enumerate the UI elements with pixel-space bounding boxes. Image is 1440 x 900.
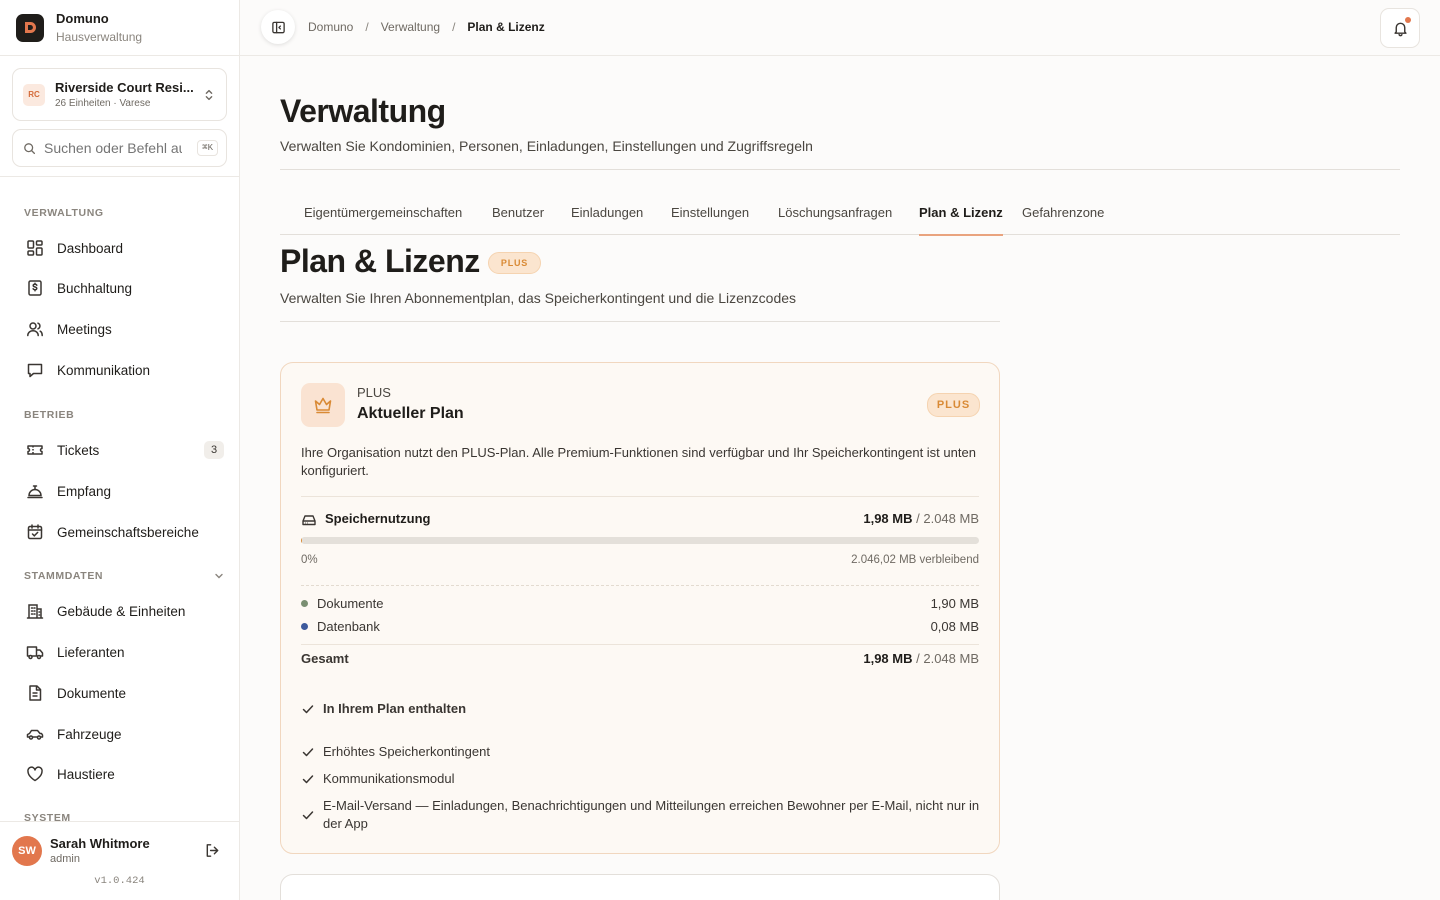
check-icon <box>301 702 315 716</box>
sidebar-item-label: Kommunikation <box>57 362 151 378</box>
brand-logo-icon <box>16 14 44 42</box>
plan-badge: PLUS <box>488 252 541 274</box>
sidebar-item-label: Buchhaltung <box>57 280 133 296</box>
chevron-up-down-icon <box>202 88 216 102</box>
sidebar-item-meetings[interactable] <box>12 312 228 346</box>
sidebar-item-dashboard[interactable] <box>12 231 228 265</box>
sidebar-item-tickets[interactable] <box>12 433 228 467</box>
sidebar-item-label: Fahrzeuge <box>57 726 122 742</box>
sidebar-item-label: Empfang <box>57 483 112 499</box>
storage-quota: / 2.048 MB <box>916 511 979 526</box>
shortcut-hint: ⌘K <box>197 140 218 156</box>
storage-total-row <box>301 651 979 666</box>
storage-percent: 0% <box>301 554 318 566</box>
sidebar-item-buildings[interactable] <box>12 594 228 628</box>
tab-users[interactable]: Benutzer <box>492 205 545 220</box>
sidebar-item-label: Haustiere <box>57 766 115 782</box>
sidebar-item-label: Meetings <box>57 321 112 337</box>
user-role: admin <box>50 853 80 865</box>
search-icon <box>23 142 36 155</box>
divider <box>301 496 979 497</box>
org-initials: RC <box>23 84 45 106</box>
included-title-text: In Ihrem Plan enthalten <box>323 701 467 716</box>
sidebar-item-label: Gemeinschaftsbereiche <box>57 524 199 540</box>
notifications-button[interactable] <box>1380 8 1420 48</box>
message-icon <box>26 361 44 379</box>
sidebar-item-documents[interactable] <box>12 676 228 710</box>
tab-danger-zone[interactable]: Gefahrenzone <box>1022 205 1105 220</box>
avatar[interactable]: SW <box>12 836 42 866</box>
total-used: 1,98 MB <box>863 651 913 666</box>
user-panel <box>0 821 239 900</box>
tab-settings[interactable]: Einstellungen <box>671 205 750 220</box>
divider <box>301 585 979 586</box>
tab-plan-license[interactable]: Plan & Lizenz <box>919 190 1003 235</box>
page-subtitle: Verwalten Sie Kondominien, Personen, Einladungen, Einstellungen und Zugriffsregeln <box>280 138 813 154</box>
crown-icon-tile <box>301 383 345 427</box>
notification-dot <box>1405 17 1411 23</box>
tickets-count-badge: 3 <box>204 441 224 459</box>
breadcrumb-separator: / <box>365 20 369 34</box>
breakdown-value: 0,08 MB <box>930 619 979 634</box>
feature-text: E-Mail-Versand — Einladungen, Benachrichtigungen und Mitteilungen erreichen Bewohner per E-Mail, nicht nur in der App <box>323 798 980 831</box>
storage-label: Speichernutzung <box>325 511 431 526</box>
user-name: Sarah Whitmore <box>50 836 150 851</box>
plan-description: Ihre Organisation nutzt den PLUS-Plan. Alle Premium-Funktionen sind verfügbar und Ihr Speicherkontingent ist unten konfiguriert. <box>301 445 976 478</box>
search-input[interactable] <box>44 140 182 156</box>
storage-progress-bar <box>301 537 979 544</box>
sidebar-toggle-icon <box>271 20 286 35</box>
total-quota: / 2.048 MB <box>916 651 979 666</box>
breadcrumb <box>308 20 545 34</box>
breakdown-label: Dokumente <box>317 596 384 611</box>
calendar-check-icon <box>26 523 44 541</box>
accounting-icon <box>26 279 44 297</box>
plan-tier-badge: PLUS <box>927 393 980 417</box>
storage-used: 1,98 MB <box>863 511 913 526</box>
truck-icon <box>26 643 44 661</box>
app-version: v1.0.424 <box>94 875 145 887</box>
divider <box>280 169 1400 170</box>
storage-breakdown-row <box>301 619 979 634</box>
plan-name: Aktueller Plan <box>357 405 464 422</box>
organization-switcher[interactable] <box>12 68 227 121</box>
sidebar-item-vehicles[interactable] <box>12 717 228 751</box>
sidebar-item-reception[interactable] <box>12 474 228 508</box>
included-features-title <box>301 701 466 716</box>
nav-section-stammdaten: STAMMDATEN <box>24 570 104 582</box>
total-label: Gesamt <box>301 651 349 666</box>
org-name: Riverside Court Resi... <box>55 80 194 95</box>
sidebar-item-suppliers[interactable] <box>12 635 228 669</box>
sidebar-item-accounting[interactable] <box>12 271 228 305</box>
check-icon <box>301 808 315 822</box>
sidebar-item-label: Lieferanten <box>57 644 125 660</box>
next-card <box>280 874 1000 900</box>
breadcrumb-item[interactable]: Verwaltung <box>380 20 441 34</box>
sidebar-toggle-button[interactable] <box>261 10 295 44</box>
sidebar-item-communication[interactable] <box>12 353 228 387</box>
check-icon <box>301 745 315 759</box>
brand-name: Domuno <box>56 11 109 26</box>
breakdown-value: 1,90 MB <box>930 596 979 611</box>
sidebar-item-label: Dashboard <box>57 240 124 256</box>
brand <box>0 0 239 56</box>
plan-eyebrow: PLUS <box>357 385 391 400</box>
storage-usage <box>863 511 979 526</box>
section-title: Plan & Lizenz <box>280 243 480 279</box>
legend-dot <box>301 600 308 607</box>
reception-bell-icon <box>26 482 44 500</box>
org-meta: 26 Einheiten · Varese <box>55 98 151 109</box>
storage-breakdown-row <box>301 596 979 611</box>
breadcrumb-current: Plan & Lizenz <box>467 20 545 34</box>
tab-owner-associations[interactable]: Eigentümergemeinschaften <box>304 205 463 220</box>
current-plan-card <box>280 362 1000 854</box>
feature-item <box>301 797 981 833</box>
document-icon <box>26 684 44 702</box>
admin-tabs <box>280 190 1400 235</box>
divider <box>280 321 1000 322</box>
users-icon <box>26 320 44 338</box>
breadcrumb-item[interactable]: Domuno <box>308 20 354 34</box>
car-icon <box>26 725 44 743</box>
ticket-icon <box>26 441 44 459</box>
page-title: Verwaltung <box>280 93 446 129</box>
nav-section-verwaltung: VERWALTUNG <box>24 207 104 219</box>
heart-icon <box>26 765 44 783</box>
sidebar-item-label: Tickets <box>57 442 100 458</box>
sidebar-item-common-areas[interactable] <box>12 515 228 549</box>
sidebar-item-pets[interactable] <box>12 757 228 791</box>
command-search[interactable] <box>12 129 227 167</box>
nav-section-system: SYSTEM <box>24 812 71 821</box>
hard-drive-icon <box>301 512 317 528</box>
logout-icon[interactable] <box>204 842 221 859</box>
check-icon <box>301 772 315 786</box>
divider <box>301 644 979 645</box>
sidebar-item-label: Dokumente <box>57 685 127 701</box>
section-subtitle: Verwalten Sie Ihren Abonnementplan, das Speicherkontingent und die Lizenzcodes <box>280 290 797 306</box>
feature-text: Kommunikationsmodul <box>323 771 455 786</box>
nav-section-betrieb: BETRIEB <box>24 409 75 421</box>
feature-item <box>301 743 981 761</box>
sidebar <box>0 0 240 900</box>
feature-text: Erhöhtes Speicherkontingent <box>323 744 490 759</box>
legend-dot <box>301 623 308 630</box>
chevron-down-icon[interactable] <box>213 570 225 582</box>
breakdown-label: Datenbank <box>317 619 380 634</box>
brand-subtitle: Hausverwaltung <box>56 30 143 44</box>
breadcrumb-separator: / <box>452 20 456 34</box>
dashboard-icon <box>26 239 44 257</box>
crown-icon <box>312 394 334 416</box>
tab-invitations[interactable]: Einladungen <box>571 205 644 220</box>
building-icon <box>26 602 44 620</box>
total-value <box>863 651 979 666</box>
topbar <box>240 0 1440 56</box>
storage-remaining: 2.046,02 MB verbleibend <box>851 554 979 566</box>
sidebar-nav <box>0 176 239 821</box>
storage-progress-fill <box>301 537 302 544</box>
sidebar-item-label: Gebäude & Einheiten <box>57 603 186 619</box>
feature-item <box>301 770 981 788</box>
tab-deletion-requests[interactable]: Löschungsanfragen <box>778 205 893 220</box>
